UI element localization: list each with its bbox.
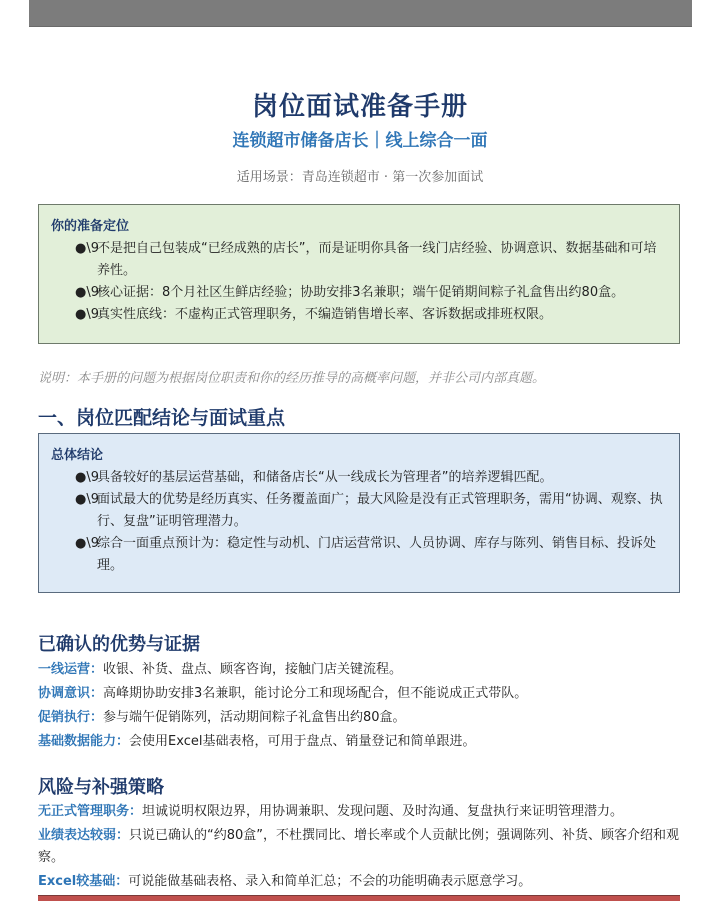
bullet-marker: ●\9 — [75, 307, 99, 322]
risks-list — [38, 801, 688, 895]
prep-box-heading: 你的准备定位 — [51, 219, 130, 234]
strengths-list — [38, 658, 688, 754]
page-title: 岗位面试准备手册 — [251, 92, 468, 122]
bullet-text: 具备较好的基层运营基础，和储备店长“从一线成长为管理者”的培养逻辑匹配。 — [97, 470, 553, 485]
section-heading-match: 一、岗位匹配结论与面试重点 — [38, 407, 286, 429]
item-label: Excel较基础： — [38, 874, 129, 889]
bullet-marker: ●\9 — [75, 470, 99, 485]
item-text: 会使用Excel基础表格，可用于盘点、销量登记和简单跟进。 — [129, 734, 476, 749]
bullet-text: 核心证据：8个月社区生鲜店经验；协助安排3名兼职；端午促销期间粽子礼盒售出约80盒。 — [97, 285, 625, 300]
item-label: 业绩表达较弱： — [38, 828, 130, 843]
disclaimer-note: 说明：本手册的问题为根据岗位职责和你的经历推导的高概率问题，并非公司内部真题。 — [38, 371, 546, 386]
list-item — [51, 304, 665, 326]
next-box-border — [38, 895, 680, 901]
list-item — [51, 238, 665, 282]
item-text: 只说已确认的“约80盒”，不杜撰同比、增长率或个人贡献比例；强调陈列、补货、顾客介绍和观察。 — [38, 828, 680, 865]
list-item — [51, 282, 665, 304]
list-item — [38, 871, 688, 893]
item-text: 收银、补货、盘点、顾客咨询，接触门店关键流程。 — [103, 662, 403, 677]
section-heading-risks: 风险与补强策略 — [38, 777, 164, 798]
scene-line: 适用场景：青岛连锁超市 · 第一次参加面试 — [236, 170, 484, 185]
bullet-marker: ●\9 — [75, 241, 99, 256]
bullet-marker: ●\9 — [75, 536, 99, 551]
item-text: 可说能做基础表格、录入和简单汇总；不会的功能明确表示愿意学习。 — [128, 874, 532, 889]
bullet-text: 面试最大的优势是经历真实、任务覆盖面广；最大风险是没有正式管理职务，需用“协调、观察、执行、复盘”证明管理潜力。 — [97, 492, 663, 529]
item-label: 无正式管理职务： — [38, 804, 143, 819]
section-heading-strengths: 已确认的优势与证据 — [38, 634, 200, 655]
item-label: 促销执行： — [38, 710, 104, 725]
item-label: 一线运营： — [38, 662, 104, 677]
item-label: 协调意识： — [38, 686, 104, 701]
list-item — [38, 682, 688, 706]
conclusion-box-heading: 总体结论 — [51, 448, 104, 463]
list-item — [38, 658, 688, 682]
list-item — [38, 730, 688, 754]
bullet-text: 不是把自己包装成“已经成熟的店长”，而是证明你具备一线门店经验、协调意识、数据基础和可培养性。 — [97, 241, 657, 278]
page-subtitle: 连锁超市储备店长｜线上综合一面 — [232, 131, 488, 151]
list-item — [51, 489, 665, 533]
bullet-text: 综合一面重点预计为：稳定性与动机、门店运营常识、人员协调、库存与陈列、销售目标、投诉处理。 — [97, 536, 657, 573]
list-item — [38, 706, 688, 730]
list-item — [38, 801, 688, 823]
item-text: 坦诚说明权限边界，用协调兼职、发现问题、及时沟通、复盘执行来证明管理潜力。 — [142, 804, 624, 819]
bullet-marker: ●\9 — [75, 285, 99, 300]
list-item — [51, 467, 665, 489]
bullet-text: 真实性底线：不虚构正式管理职务，不编造销售增长率、客诉数据或排班权限。 — [97, 307, 553, 322]
item-text: 参与端午促销陈列，活动期间粽子礼盒售出约80盒。 — [103, 710, 406, 725]
list-item — [38, 825, 688, 869]
prep-positioning-box — [38, 204, 680, 344]
item-label: 基础数据能力： — [38, 734, 130, 749]
bullet-marker: ●\9 — [75, 492, 99, 507]
list-item — [51, 533, 665, 577]
item-text: 高峰期协助安排3名兼职，能讨论分工和现场配合，但不能说成正式带队。 — [103, 686, 528, 701]
overall-conclusion-box — [38, 433, 680, 593]
